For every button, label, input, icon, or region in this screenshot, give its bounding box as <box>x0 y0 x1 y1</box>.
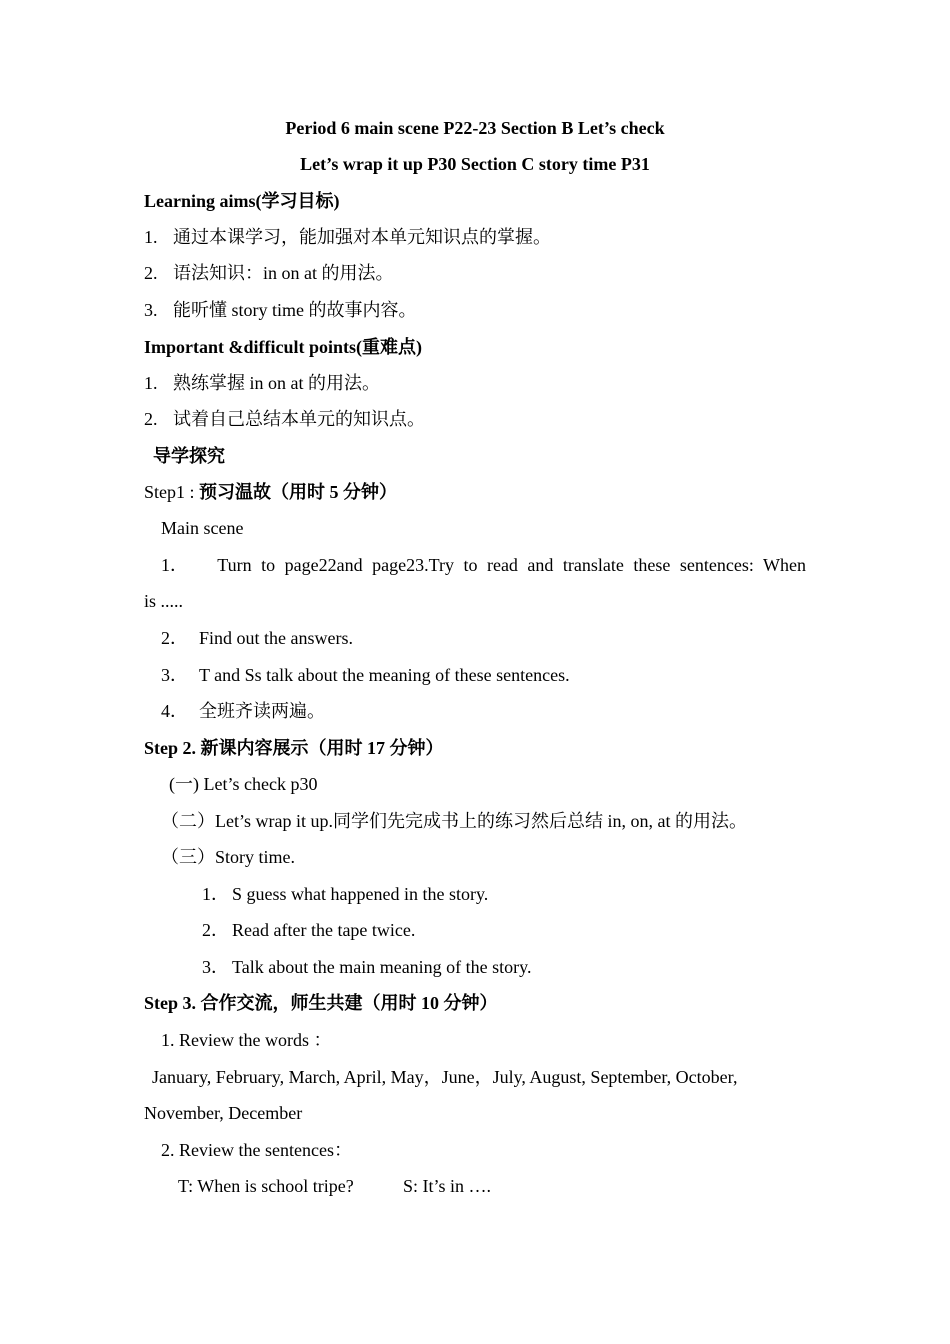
learning-aim-item <box>144 262 394 284</box>
step1-heading <box>144 481 397 503</box>
key-points-heading: Important &difficult points(重难点) <box>144 337 422 357</box>
key-point-item <box>144 408 425 430</box>
months-line: November, December <box>144 1103 303 1123</box>
item-number: 2. <box>144 263 158 283</box>
dialog-student: S: It’s in …. <box>403 1176 492 1196</box>
step1-item <box>161 700 325 722</box>
item-text: 能听懂 story time 的故事内容。 <box>173 300 417 320</box>
months-line: January, February, March, April, May，June，July, August, September, October, <box>152 1067 738 1087</box>
step2-part: （二）Let’s wrap it up.同学们先完成书上的练习然后总结 in, on, at 的用法。 <box>161 811 747 831</box>
step1-item <box>161 554 806 576</box>
item-number: 3． <box>202 957 229 977</box>
item-number: 1． <box>202 884 229 904</box>
item-number: 3． <box>161 665 188 685</box>
main-scene-label: Main scene <box>161 518 244 538</box>
key-point-item <box>144 372 380 394</box>
title-line-2: Let’s wrap it up P30 Section C story time P31 <box>300 154 650 174</box>
item-text: Find out the answers. <box>199 628 353 648</box>
item-text: 全班齐读两遍。 <box>199 701 325 721</box>
step1-item-continuation: is ..... <box>144 591 184 611</box>
step2-heading: Step 2. 新课内容展示（用时 17 分钟） <box>144 738 444 758</box>
item-number: 4． <box>161 701 188 721</box>
item-number: 1. <box>144 227 158 247</box>
dialog-teacher: T: When is school tripe? <box>178 1176 354 1196</box>
learning-aim-item <box>144 299 417 321</box>
learning-aim-item <box>144 226 551 248</box>
item-text: 熟练掌握 in on at 的用法。 <box>173 373 380 393</box>
item-text: 试着自己总结本单元的知识点。 <box>173 409 425 429</box>
review-words-label: 1. Review the words ： <box>161 1030 332 1050</box>
item-text: 语法知识：in on at 的用法。 <box>173 263 394 283</box>
item-text: Read after the tape twice. <box>232 920 416 940</box>
review-sentences-label: 2. Review the sentences： <box>161 1140 352 1160</box>
item-text: T and Ss talk about the meaning of these sentences. <box>199 665 570 685</box>
story-item <box>202 883 488 905</box>
step2-part: (一) Let’s check p30 <box>169 774 318 794</box>
title-line-1: Period 6 main scene P22-23 Section B Let’s check <box>285 118 665 138</box>
step1-title: 预习温故（用时 5 分钟） <box>199 482 398 502</box>
item-number: 1． <box>161 555 188 575</box>
step1-item <box>161 627 353 649</box>
item-number: 2. <box>144 409 158 429</box>
step2-part: （三）Story time. <box>161 847 295 867</box>
step1-item <box>161 664 570 686</box>
item-text: Turn to page22and page23.Try to read and translate these sentences: When <box>217 555 806 575</box>
step3-heading: Step 3. 合作交流，师生共建（用时 10 分钟） <box>144 993 498 1013</box>
item-number: 1. <box>144 373 158 393</box>
story-item <box>202 956 532 978</box>
story-item <box>202 919 415 941</box>
item-text: Talk about the main meaning of the story. <box>232 957 532 977</box>
item-number: 2． <box>202 920 229 940</box>
item-number: 3. <box>144 300 158 320</box>
step1-prefix: Step1 : <box>144 482 200 502</box>
learning-aims-heading: Learning aims(学习目标) <box>144 191 340 211</box>
item-number: 2． <box>161 628 188 648</box>
guide-heading: 导学探究 <box>153 446 225 466</box>
item-text: S guess what happened in the story. <box>232 884 489 904</box>
item-text: 通过本课学习，能加强对本单元知识点的掌握。 <box>173 227 551 247</box>
